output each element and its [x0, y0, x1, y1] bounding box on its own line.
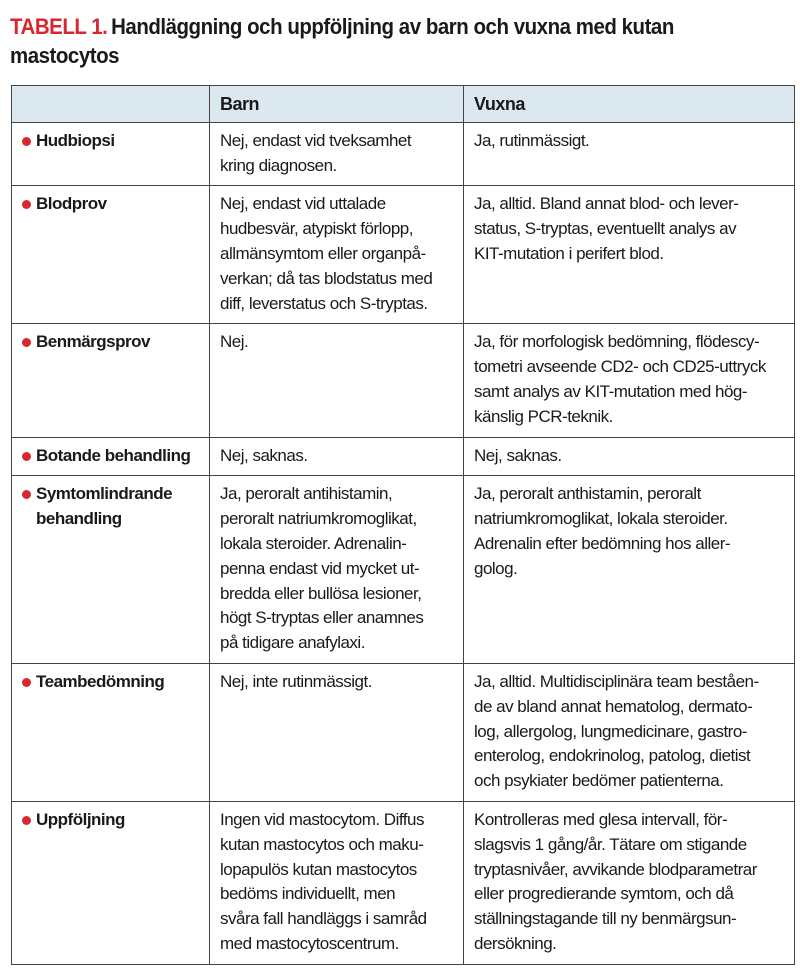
- cell-barn-text: Ingen vid mastocytom. Diffus kutan mastocytos och maku- lopapulös kutan mastocytos bedöms individuellt, men svåra fall handläggs i samråd med mastocytoscentrum.: [220, 809, 427, 953]
- row-header-wrap: [22, 444, 199, 469]
- management-table: [11, 85, 795, 965]
- row-header: [12, 801, 210, 964]
- row-header: [12, 324, 210, 437]
- cell-barn: [210, 801, 464, 964]
- cell-barn: [210, 186, 464, 324]
- cell-barn-text: Nej.: [220, 332, 249, 352]
- row-header: [12, 437, 210, 476]
- row-header-wrap: [22, 808, 199, 833]
- header-cell-empty: [12, 86, 210, 123]
- table-row: [12, 186, 795, 324]
- cell-vuxna-text: Kontrolleras med glesa intervall, för- slagsvis 1 gång/år. Tätare om stigande tryptasnivåer, avvikande blodparametrar eller progredierande symtom, och då ställningstagande till ny benmärgsun- dersökning.: [474, 809, 757, 953]
- row-header: [12, 663, 210, 801]
- row-header-wrap: [22, 129, 199, 154]
- cell-barn: [210, 122, 464, 186]
- table-title: [10, 12, 731, 70]
- row-label: Symtomlindrande behandling: [36, 484, 173, 529]
- bullet-icon: [22, 452, 31, 461]
- cell-vuxna: [464, 324, 795, 437]
- cell-vuxna-text: Ja, peroralt anthistamin, peroralt natriumkromoglikat, lokala steroider. Adrenalin efter bedömning hos aller- golog.: [474, 484, 731, 578]
- bullet-icon: [22, 200, 31, 209]
- row-label: Botande behandling: [36, 445, 191, 465]
- row-header-wrap: [22, 192, 199, 217]
- row-header-wrap: [22, 482, 199, 532]
- cell-barn: [210, 324, 464, 437]
- cell-vuxna-text: Ja, för morfologisk bedömning, flödescy- tometri avseende CD2- och CD25-uttryck samt analys av KIT-mutation med hög- känslig PCR-teknik.: [474, 332, 766, 426]
- header-cell-barn: Barn: [210, 86, 464, 123]
- table-row: [12, 122, 795, 186]
- cell-vuxna: [464, 437, 795, 476]
- row-label: Blodprov: [36, 194, 107, 214]
- row-header-wrap: [22, 670, 199, 695]
- cell-barn: [210, 476, 464, 664]
- cell-barn-text: Nej, saknas.: [220, 445, 308, 465]
- row-label: Teambedömning: [36, 671, 165, 691]
- bullet-icon: [22, 816, 31, 825]
- cell-vuxna: [464, 801, 795, 964]
- cell-vuxna: [464, 476, 795, 664]
- table-row: [12, 476, 795, 664]
- table-row: [12, 437, 795, 476]
- row-label: Benmärgsprov: [36, 332, 150, 352]
- cell-vuxna-text: Ja, alltid. Bland annat blod- och lever- status, S-tryptas, eventuellt analys av KIT-mutation i perifert blod.: [474, 194, 739, 263]
- header-row: [12, 86, 795, 123]
- row-header: [12, 186, 210, 324]
- row-header-wrap: [22, 330, 199, 355]
- row-label: Hudbiopsi: [36, 130, 115, 150]
- cell-barn: [210, 437, 464, 476]
- bullet-icon: [22, 137, 31, 146]
- table-row: [12, 324, 795, 437]
- bullet-icon: [22, 338, 31, 347]
- table-caption: Handläggning och uppföljning av barn och vuxna med kutan mastocytos: [10, 14, 674, 68]
- table-row: [12, 801, 795, 964]
- cell-barn-text: Nej, inte rutinmässigt.: [220, 671, 372, 691]
- header-cell-vuxna: Vuxna: [464, 86, 795, 123]
- cell-vuxna: [464, 186, 795, 324]
- table-row: [12, 663, 795, 801]
- cell-vuxna: [464, 663, 795, 801]
- table-number: TABELL 1.: [10, 14, 108, 39]
- cell-vuxna-text: Ja, alltid. Multidisciplinära team beståen- de av bland annat hematolog, dermato- log, allergolog, lungmedicinare, gastro- enterolog, endokrinolog, patolog, dietist och psykiater bedömer patienterna.: [474, 671, 759, 791]
- cell-barn-text: Nej, endast vid uttalade hudbesvär, atypiskt förlopp, allmänsymtom eller organpå- verkan; då tas blodstatus med diff, leverstatus och S-tryptas.: [220, 194, 433, 313]
- row-label: Uppföljning: [36, 809, 125, 829]
- cell-barn: [210, 663, 464, 801]
- cell-vuxna-text: Ja, rutinmässigt.: [474, 130, 590, 150]
- row-header: [12, 476, 210, 664]
- cell-barn-text: Nej, endast vid tveksamhet kring diagnosen.: [220, 130, 412, 175]
- cell-vuxna: [464, 122, 795, 186]
- cell-vuxna-text: Nej, saknas.: [474, 445, 562, 465]
- bullet-icon: [22, 490, 31, 499]
- bullet-icon: [22, 678, 31, 687]
- row-header: [12, 122, 210, 186]
- cell-barn-text: Ja, peroralt antihistamin, peroralt natriumkromoglikat, lokala steroider. Adrenalin- penna endast vid mycket ut- bredda eller bullösa lesioner, högt S-tryptas eller anamnes på tidigare anafylaxi.: [220, 484, 424, 653]
